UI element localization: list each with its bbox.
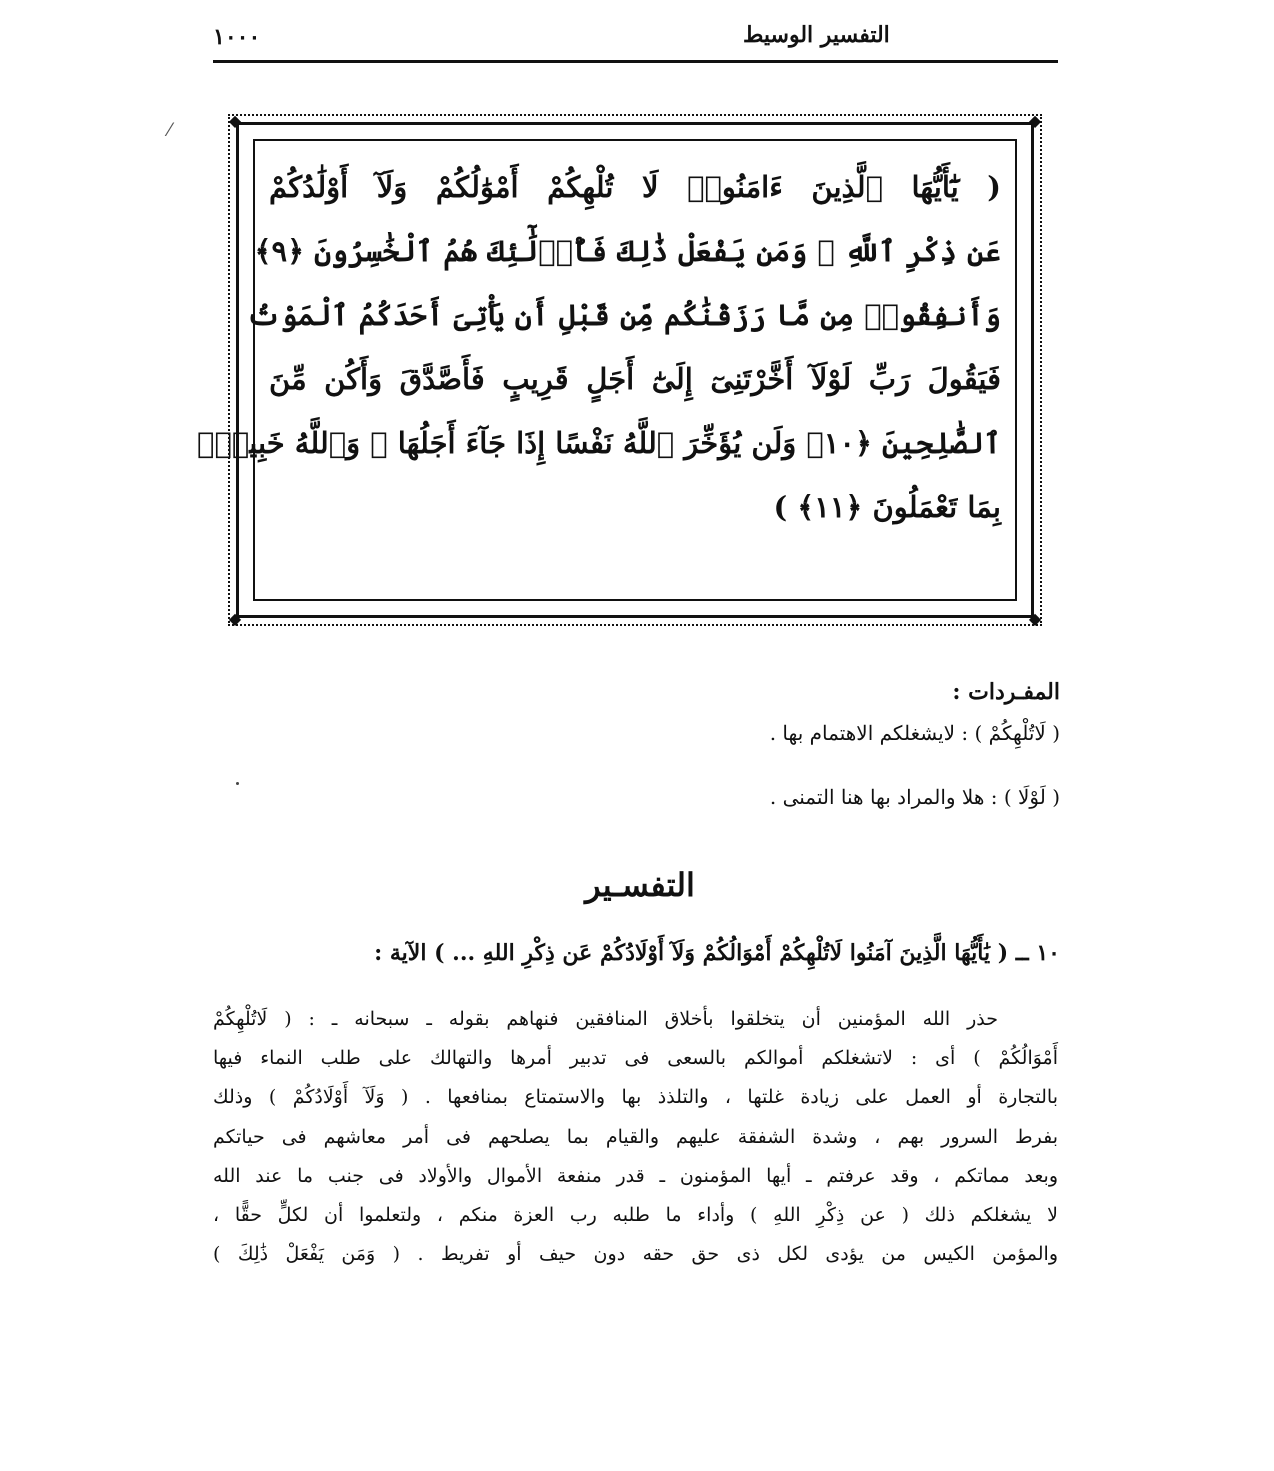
verse-line: ٱلصَّٰلِحِينَ ﴿١٠﴾ وَلَن يُؤَخِّرَ ٱللَّهُ نَفْسًا إِذَا جَآءَ أَجَلُهَا ۚ وَٱللَّهُ خَبِيرٌۢ <box>197 426 1001 460</box>
verse-line: وَأَنفِقُوا۟ مِن مَّا رَزَقْنَٰكُم مِّن قَبْلِ أَن يَأْتِىَ أَحَدَكُمُ ٱلْمَوْتُ <box>246 298 1001 332</box>
frame-corner-ornament: ◆ <box>228 111 242 130</box>
frame-corner-ornament: ◆ <box>1028 609 1042 628</box>
running-title: التفسير الوسيط <box>743 22 890 48</box>
scan-speck <box>236 782 239 785</box>
commentary-line: والمؤمن الكيس من يؤدى لكل ذى حق حقه دون حيف أو تفريط . ( وَمَن يَفْعَلْ ذَٰلِكَ ) <box>213 1243 1058 1266</box>
vocabulary-section <box>640 672 1060 818</box>
page-number: ١٠٠٠ <box>213 24 261 50</box>
verse-line: عَن ذِكْرِ ٱللَّهِ ۚ وَمَن يَفْعَلْ ذَٰلِكَ فَأُو۟لَٰٓئِكَ هُمُ ٱلْخَٰسِرُونَ ﴿٩﴾ <box>254 234 1001 268</box>
tafsir-title: التفسـير <box>585 866 695 904</box>
vocabulary-item: ( لَاتُلْهِكُمْ ) : لايشغلكم الاهتمام بها . <box>769 721 1060 745</box>
commentary-line: أَمْوَالُكُمْ ) أى : لاتشغلكم أموالكم بالسعى فى تدبير أمرها والتهالك على طلب النماء فيها <box>213 1047 1058 1070</box>
commentary-line: بفرط السرور بهم ، وشدة الشفقة عليهم والقيام بما يصلحهم فى أمر معاشهم فى حياتكم <box>213 1125 1058 1148</box>
quran-verse-frame <box>197 111 1042 628</box>
page-header <box>213 18 1058 62</box>
commentary-line: لا يشغلكم ذلك ( عن ذِكْرِ اللهِ ) وأداء ما طلبه رب العزة منكم ، ولتعلموا أن لكلٍّ حقًّا ، <box>213 1203 1058 1226</box>
verse-text <box>197 155 1001 539</box>
verse-reference: ١٠ ــ ( يَٰأَيُّهَا الَّذِينَ آمَنُوا لَاتُلْهِكُمْ أَمْوَالُكُمْ وَلَآ أَوْلَادُكُمْ عَن ذِكْرِ اللهِ ... ) الآية : <box>374 940 1060 966</box>
commentary-line: حذر الله المؤمنين أن يتخلقوا بأخلاق المنافقين فنهاهم بقوله ـ سبحانه ـ : ( لَاتُلْهِكُمْ <box>213 1008 998 1030</box>
verse-line: بِمَا تَعْمَلُونَ ﴿١١﴾ ) <box>773 490 1001 524</box>
verse-line: فَيَقُولَ رَبِّ لَوْلَآ أَخَّرْتَنِىٓ إِلَىٰٓ أَجَلٍ قَرِيبٍ فَأَصَّدَّقَ وَأَكُن مِّنَ <box>269 362 1001 396</box>
vocabulary-item: ( لَوْلَا ) : هلا والمراد بها هنا التمنى . <box>769 785 1060 809</box>
commentary-line: وبعد مماتكم ، وقد عرفتم ـ أيها المؤمنون ـ قدر منفعة الأموال والأولاد فى جنب ما عند الله <box>213 1164 1058 1187</box>
vocabulary-heading: المفـردات : <box>952 679 1060 705</box>
commentary-line: بالتجارة أو العمل على زيادة غلتها ، والتلذذ بها والاستمتاع بمنافعها . ( وَلَآ أَوْلَادُكُمْ ) وذلك <box>213 1086 1058 1109</box>
frame-corner-ornament: ◆ <box>228 609 242 628</box>
commentary-text <box>213 1000 1058 1274</box>
verse-line: ( يَٰٓأَيُّهَا ٱلَّذِينَ ءَامَنُوا۟ لَا تُلْهِكُمْ أَمْوَٰلُكُمْ وَلَآ أَوْلَٰدُكُمْ <box>269 170 1001 204</box>
margin-mark: ⁄ <box>168 120 172 141</box>
header-rule <box>213 60 1058 63</box>
frame-corner-ornament: ◆ <box>1028 111 1042 130</box>
